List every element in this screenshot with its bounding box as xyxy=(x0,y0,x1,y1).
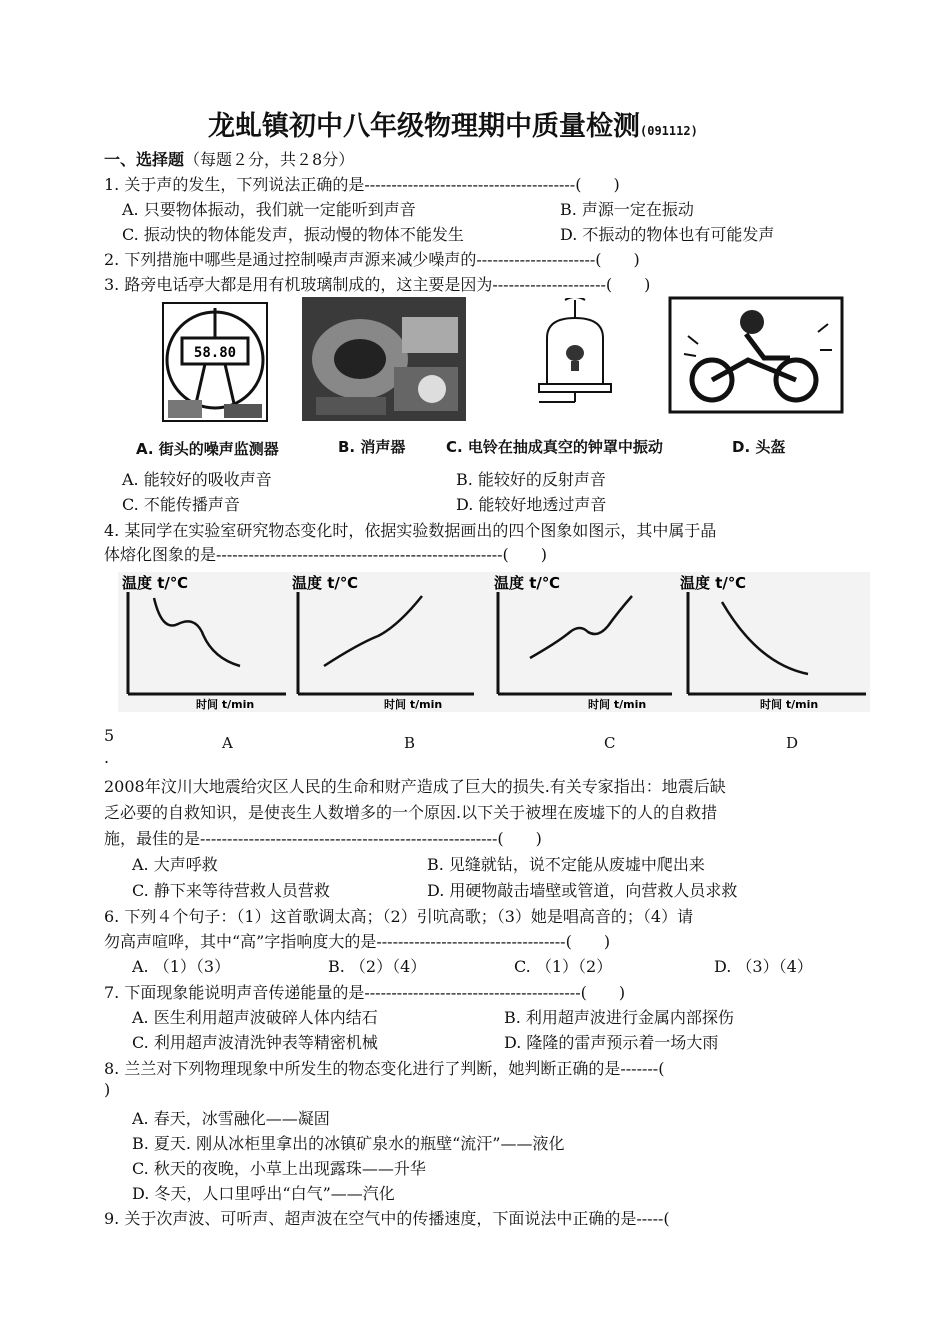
exam-code: (091112) xyxy=(640,124,698,138)
figure-caption-d: D. 头盔 xyxy=(732,438,786,456)
q8-line2: ) xyxy=(104,1080,111,1099)
q3-option-d: D. 能较好地透过声音 xyxy=(456,495,607,514)
graph-label-a: A xyxy=(222,734,233,752)
q7-option-c: C. 利用超声波清洗钟表等精密机械 xyxy=(132,1033,378,1052)
q5-number: 5 xyxy=(104,726,115,745)
section-heading xyxy=(104,147,354,170)
graph-d-x-label: 时间 t/min xyxy=(760,698,819,711)
figure-caption-c: C. 电铃在抽成真空的钟罩中振动 xyxy=(446,438,663,456)
q6-option-c: C. （1）（2） xyxy=(514,957,613,976)
q2-stem: 2. 下列措施中哪些是通过控制噪声声源来减少噪声的----------------------( ) xyxy=(104,250,640,269)
graph-a-x-label: 时间 t/min xyxy=(196,698,255,711)
q9-stem: 9. 关于次声波、可听声、超声波在空气中的传播速度，下面说法中正确的是-----( xyxy=(104,1209,670,1228)
graph-c xyxy=(494,574,672,711)
q4-stem-line2: 体熔化图象的是-----------------------------------------------------( ) xyxy=(104,545,548,564)
graph-a-y-label: 温度 t/℃ xyxy=(122,574,189,592)
bell-jar-illustration xyxy=(535,298,615,408)
temperature-graphs xyxy=(118,572,870,712)
q8-option-d: D. 冬天，人口里呼出“白气”——汽化 xyxy=(132,1184,395,1203)
graph-b xyxy=(292,574,474,711)
q7-option-a: A. 医生利用超声波破碎人体内结石 xyxy=(132,1008,378,1027)
graph-label-c: C xyxy=(604,734,616,752)
graph-c-y-label: 温度 t/℃ xyxy=(494,574,561,592)
muffler-illustration xyxy=(302,297,466,421)
title-text: 龙虬镇初中八年级物理期中质量检测 xyxy=(208,111,640,142)
q3-option-b: B. 能较好的反射声音 xyxy=(456,470,606,489)
q3-stem: 3. 路旁电话亭大都是用有机玻璃制成的，这主要是因为---------------------( ) xyxy=(104,275,651,294)
graph-a xyxy=(122,574,286,711)
q5-option-a: A. 大声呼救 xyxy=(132,855,218,874)
graph-label-b: B xyxy=(404,734,416,752)
q6-line2: 勿高声喧哗，其中“高”字指响度大的是-----------------------------------( ) xyxy=(104,932,611,951)
graph-label-d: D xyxy=(786,734,799,752)
q7-option-b: B. 利用超声波进行金属内部探伤 xyxy=(504,1008,734,1027)
q1-stem: 1. 关于声的发生，下列说法正确的是---------------------------------------( ) xyxy=(104,175,620,194)
q3-option-c: C. 不能传播声音 xyxy=(122,495,240,514)
q5-option-c: C. 静下来等待营救人员营救 xyxy=(132,881,330,900)
section-title: 一、选择题 xyxy=(104,150,185,169)
q5-number-dot: . xyxy=(104,748,110,767)
q5-line3: 施，最佳的是-------------------------------------------------------( ) xyxy=(104,829,542,848)
page-title xyxy=(208,104,698,143)
meter-reading: 58.80 xyxy=(193,345,237,361)
noise-monitor-illustration xyxy=(160,300,270,428)
section-note: （每题２分，共２8分） xyxy=(184,150,355,169)
q6-option-a: A. （1）（3） xyxy=(132,957,231,976)
q5-option-d: D. 用硬物敲击墙壁或管道，向营救人员求救 xyxy=(427,881,738,900)
q8-option-c: C. 秋天的夜晚，小草上出现露珠——升华 xyxy=(132,1159,426,1178)
figure-caption-b: B. 消声器 xyxy=(338,438,406,456)
q8-option-b: B. 夏天. 刚从冰柜里拿出的冰镇矿泉水的瓶壁“流汗”——液化 xyxy=(132,1134,565,1153)
q5-line2: 乏必要的自救知识，是使丧生人数增多的一个原因.以下关于被埋在废墟下的人的自救措 xyxy=(104,803,718,822)
q3-option-a: A. 能较好的吸收声音 xyxy=(122,470,272,489)
q7-option-d: D. 隆隆的雷声预示着一场大雨 xyxy=(504,1033,719,1052)
q1-option-b: B. 声源一定在振动 xyxy=(560,200,694,219)
q8-option-a: A. 春天，冰雪融化——凝固 xyxy=(132,1109,330,1128)
q5-line1: 2008年汶川大地震给灾区人民的生命和财产造成了巨大的损失.有关专家指出：地震后缺 xyxy=(104,777,726,796)
q4-stem-line1: 4. 某同学在实验室研究物态变化时，依据实验数据画出的四个图象如图示，其中属于晶 xyxy=(104,521,717,540)
q5-option-b: B. 见缝就钻，说不定能从废墟中爬出来 xyxy=(427,855,705,874)
graph-d-y-label: 温度 t/℃ xyxy=(680,574,747,592)
q6-line1: 6. 下列４个句子：（1）这首歌调太高；（2）引吭高歌；（3）她是唱高音的；（4）请 xyxy=(104,907,694,926)
q7-stem: 7. 下面现象能说明声音传递能量的是----------------------------------------( ) xyxy=(104,983,626,1002)
helmet-rider-illustration xyxy=(668,296,844,414)
graph-c-x-label: 时间 t/min xyxy=(588,698,647,711)
q1-option-c: C. 振动快的物体能发声，振动慢的物体不能发生 xyxy=(122,225,464,244)
q6-option-b: B. （2）（4） xyxy=(328,957,427,976)
q8-line1: 8. 兰兰对下列物理现象中所发生的物态变化进行了判断，她判断正确的是-------( xyxy=(104,1059,665,1078)
figure-caption-a: A. 街头的噪声监测器 xyxy=(136,440,279,458)
q1-option-a: A. 只要物体振动，我们就一定能听到声音 xyxy=(122,200,416,219)
graph-d xyxy=(680,574,866,711)
graph-b-x-label: 时间 t/min xyxy=(384,698,443,711)
q6-option-d: D. （3）（4） xyxy=(714,957,813,976)
q1-option-d: D. 不振动的物体也有可能发声 xyxy=(560,225,775,244)
graph-b-y-label: 温度 t/℃ xyxy=(292,574,359,592)
